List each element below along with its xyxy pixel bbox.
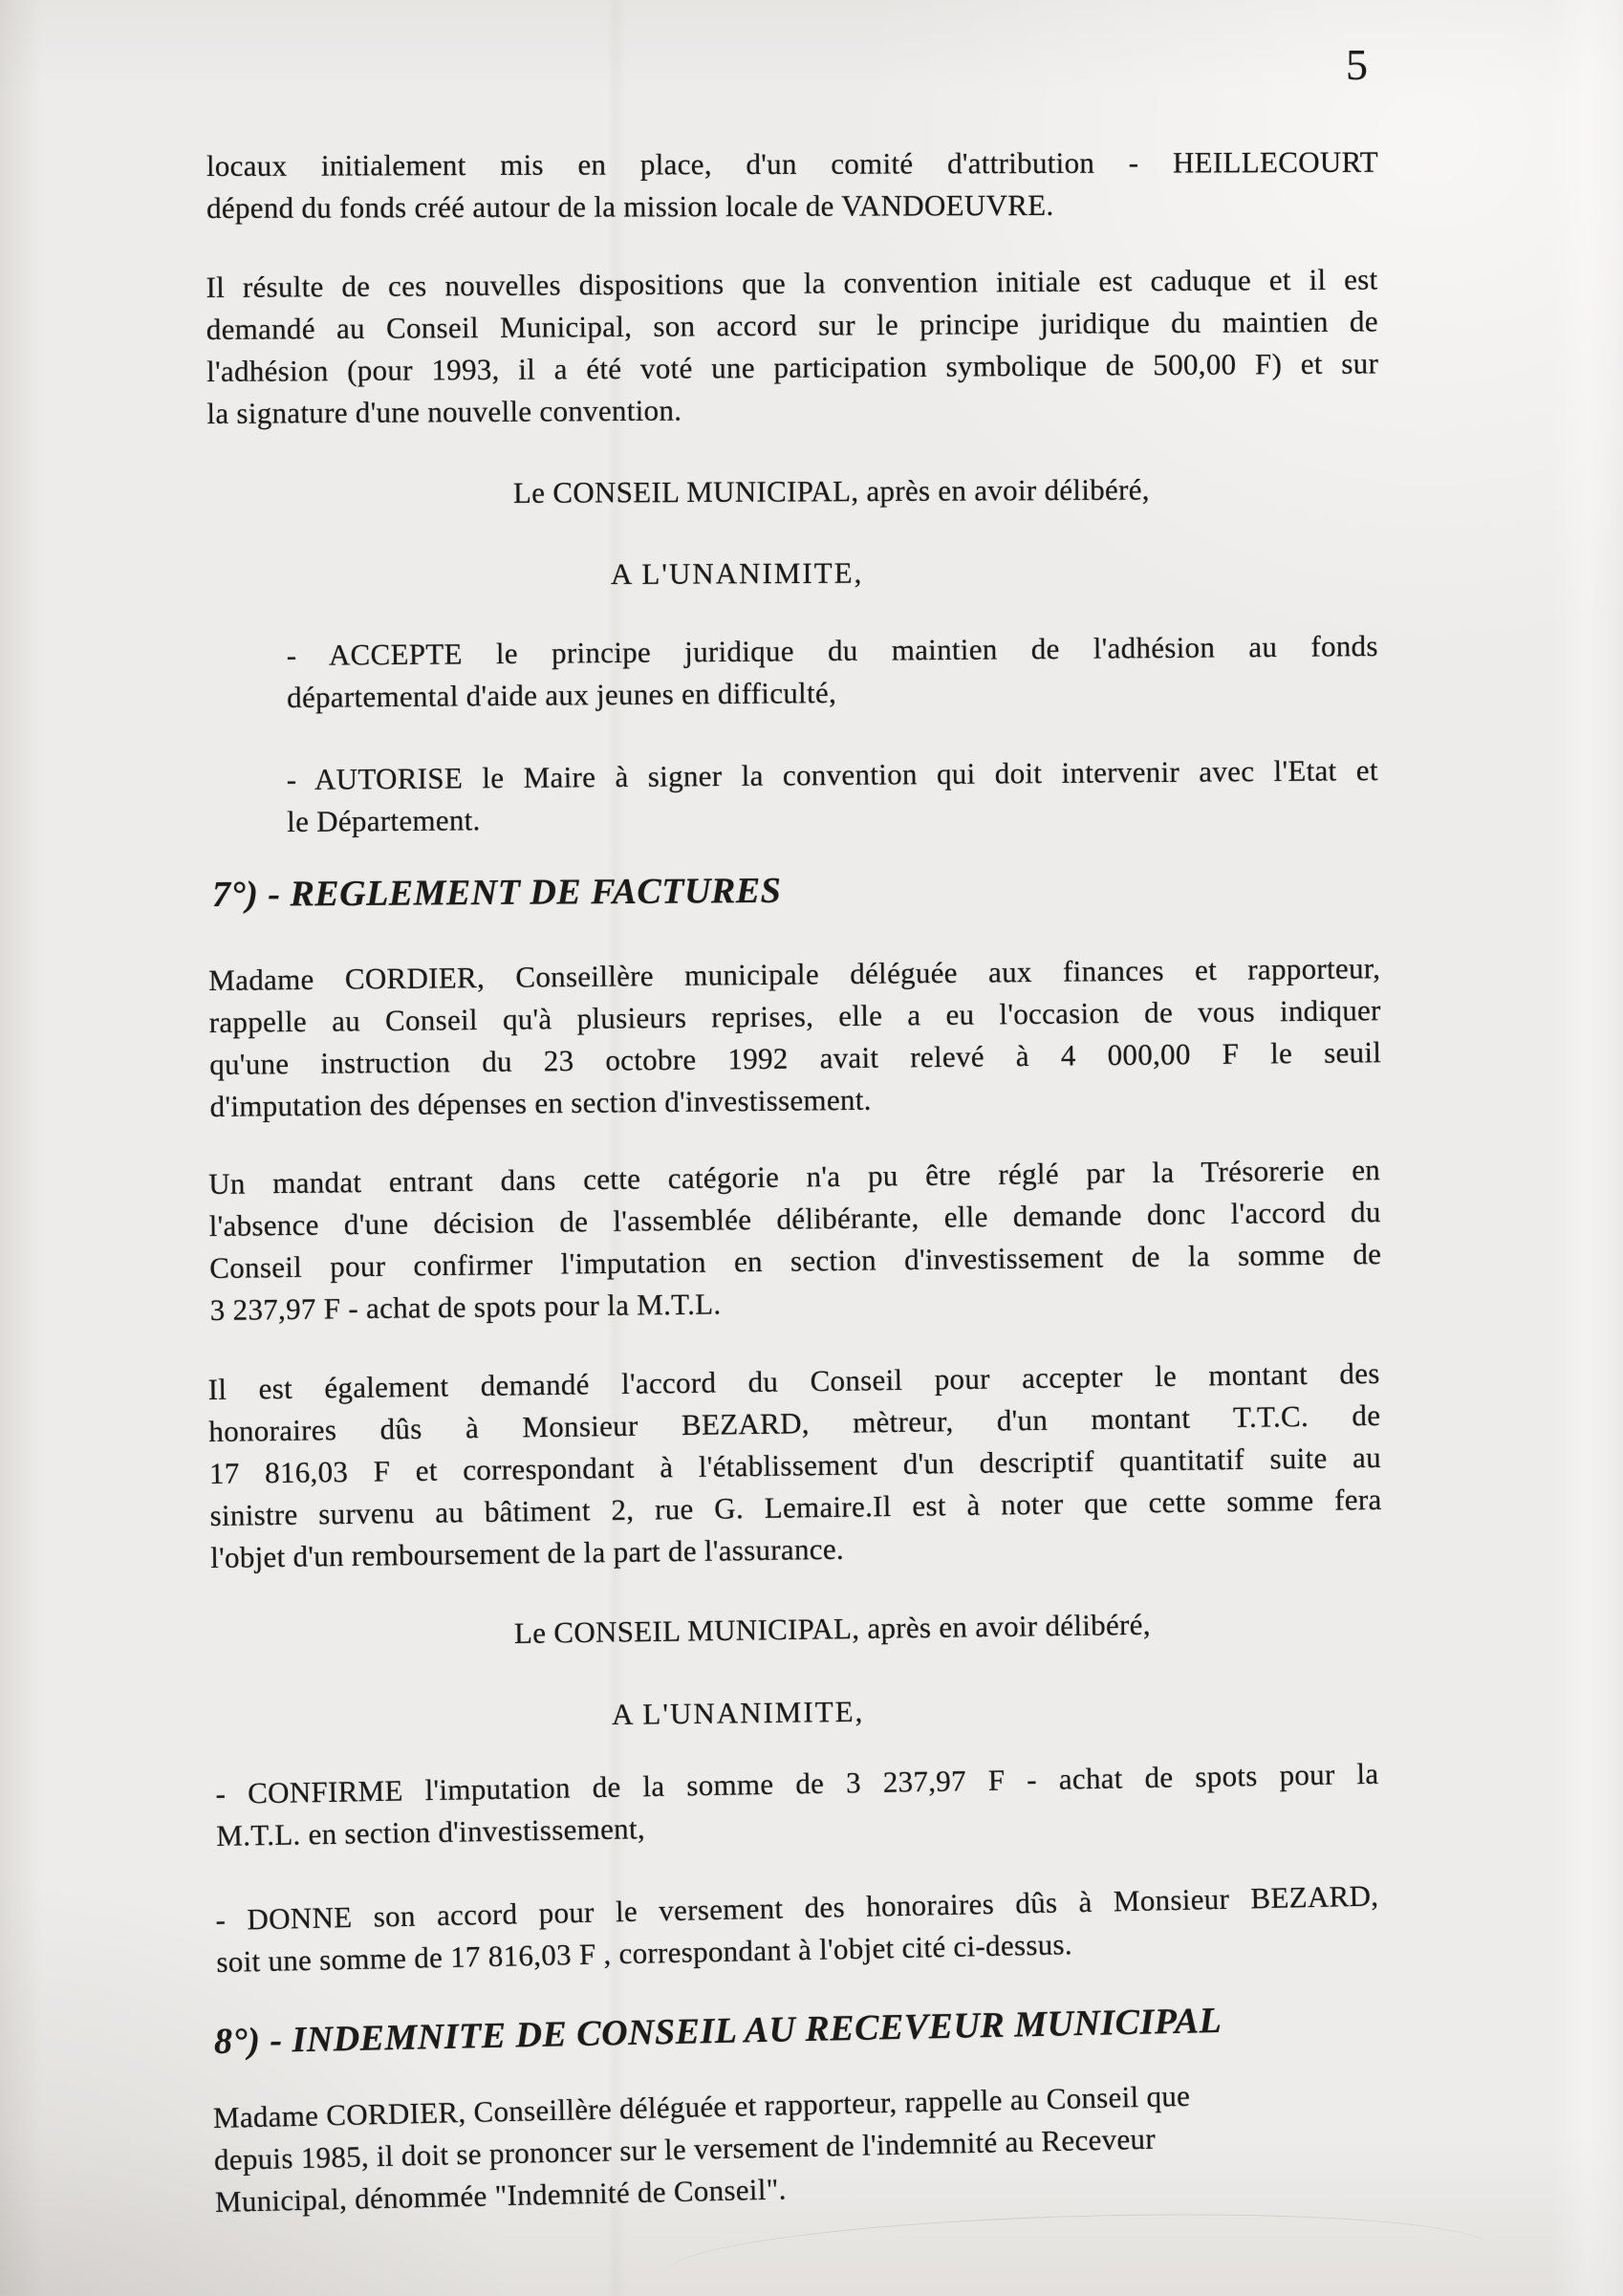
text-line: la signature d'une nouvelle convention. [206, 393, 682, 430]
bullet-accepte [287, 625, 1379, 719]
text-line: - CONFIRME l'imputation de la somme de 3 237,97 F - achat de spots pour la [215, 1756, 1379, 1811]
paragraph-cordier-finances [208, 947, 1382, 1128]
text-line: 17 816,03 F et correspondant à l'établissement d'un descriptif quantitatif suite au [208, 1440, 1382, 1490]
paragraph-intro [206, 141, 1378, 229]
paragraph-cordier-indemnite [213, 2070, 1388, 2223]
bullet-donne [215, 1875, 1380, 1983]
text-line: d'imputation des dépenses en section d'investissement. [209, 1082, 872, 1123]
text-line: Un mandat entrant dans cette catégorie n'a pu être réglé par la Trésorerie en [207, 1153, 1381, 1202]
section-heading-8 [213, 1998, 1222, 2065]
bullet-autorise [287, 749, 1379, 843]
text-line: 3 237,97 F - achat de spots pour la M.T.L. [209, 1287, 722, 1327]
bullet-confirme [215, 1753, 1379, 1857]
text-line: Municipal, dénommée "Indemnité de Conseil". [214, 2172, 788, 2219]
text-line: A L'UNANIMITE, [611, 1694, 865, 1731]
text-line: l'objet d'un remboursement de la part de l'assurance. [209, 1531, 845, 1574]
text-line: depuis 1985, il doit se prononcer sur le versement de l'indemnité au Receveur [213, 2121, 1157, 2177]
text-line: Le CONSEIL MUNICIPAL, après en avoir délibéré, [512, 472, 1150, 509]
text-line: dépend du fonds créé autour de la mission locale de VANDOEUVRE. [206, 187, 1054, 225]
unanimity-heading-2 [612, 1691, 865, 1736]
paragraph-convention [206, 258, 1378, 435]
paper-curl-shadow [668, 2204, 1492, 2296]
text-line: - AUTORISE le Maire à signer la convention qui doit intervenir avec l'Etat et [286, 753, 1378, 797]
text-line: soit une somme de 17 816,03 F , correspondant à l'objet cité ci-dessus. [216, 1927, 1073, 1979]
text-line: Conseil pour confirmer l'imputation en section d'investissement de la somme de [209, 1237, 1382, 1285]
text-line: le Département. [287, 803, 481, 838]
text-line: sinistre survenu au bâtiment 2, rue G. Lemaire.Il est à noter que cette somme fera [209, 1482, 1382, 1532]
unanimity-heading-1 [611, 552, 864, 596]
text-line: l'adhésion (pour 1993, il a été voté une participation symbolique de 500,00 F) et sur [206, 346, 1379, 388]
heading-text: 7°) - REGLEMENT DE FACTURES [211, 870, 782, 915]
deliberation-heading-1 [513, 469, 1150, 514]
paragraph-mandat [208, 1149, 1382, 1332]
text-line: rappelle au Conseil qu'à plusieurs reprises, elle a eu l'occasion de vous indiquer [208, 993, 1381, 1040]
text-line: M.T.L. en section d'investissement, [216, 1811, 646, 1852]
text-line: Madame CORDIER, Conseillère municipale déléguée aux finances et rapporteur, [208, 951, 1381, 998]
text-line: Il résulte de ces nouvelles dispositions que la convention initiale est caduque et il est [206, 262, 1378, 305]
deliberation-heading-2 [514, 1604, 1151, 1655]
text-line: - DONNE son accord pour le versement des honoraires dûs à Monsieur BEZARD, [215, 1878, 1379, 1938]
page-number: 5 [1346, 40, 1368, 89]
text-line: locaux initialement mis en place, d'un comité d'attribution - HEILLECOURT [206, 144, 1378, 184]
text-line: qu'une instruction du 23 octobre 1992 avait relevé à 4 000,00 F le seuil [209, 1035, 1382, 1081]
heading-text: 8°) - INDEMNITE DE CONSEIL AU RECEVEUR MUNICIPAL [213, 2000, 1223, 2062]
text-line: Le CONSEIL MUNICIPAL, après en avoir délibéré, [513, 1607, 1151, 1650]
text-line: l'absence d'une décision de l'assemblée délibérante, elle demande donc l'accord du [208, 1195, 1381, 1244]
text-line: Il est également demandé l'accord du Conseil pour accepter le montant des [207, 1355, 1380, 1407]
paragraph-honoraires [207, 1353, 1382, 1579]
text-line: départemental d'aide aux jeunes en difficulté, [287, 675, 837, 714]
section-heading-7 [212, 868, 782, 918]
text-line: - ACCEPTE le principe juridique du maintien de l'adhésion au fonds [286, 629, 1378, 673]
text-line: A L'UNANIMITE, [610, 555, 864, 591]
text-line: Madame CORDIER, Conseillère déléguée et rapporteur, rappelle au Conseil que [212, 2078, 1191, 2135]
text-line: honoraires dûs à Monsieur BEZARD, mètreur, d'un montant T.T.C. de [208, 1397, 1381, 1449]
text-line: demandé au Conseil Municipal, son accord sur le principe juridique du maintien de [206, 304, 1378, 347]
